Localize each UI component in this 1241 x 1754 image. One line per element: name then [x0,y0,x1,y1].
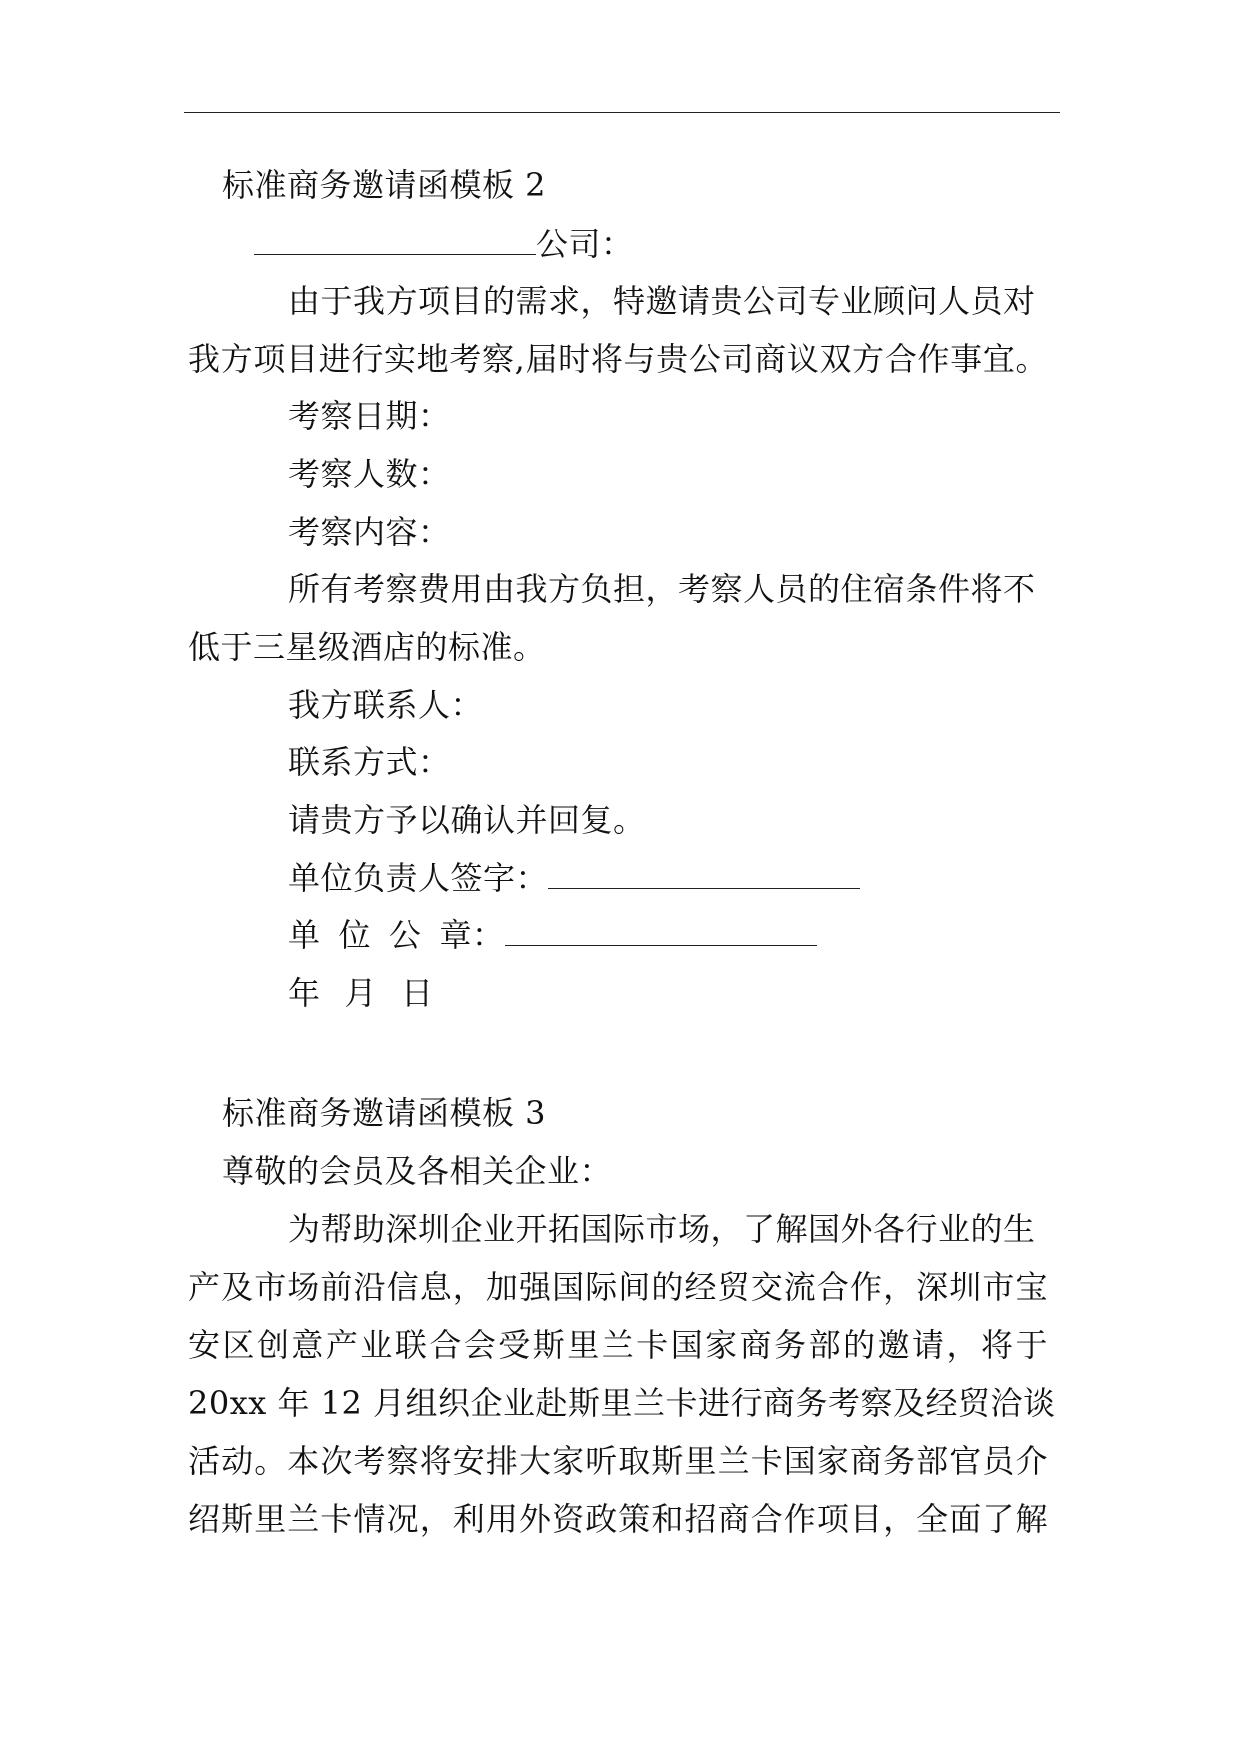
section2-title: 标准商务邀请函模板 2 [222,166,547,204]
contact-person-label: 我方联系人： [288,686,484,724]
seal-char: 位 [338,916,372,954]
company-salutation [254,224,634,264]
month-char: 月 [344,974,378,1012]
section3-body-line: 20xx 年 12 月组织企业赴斯里兰卡进行商务考察及经贸洽谈 [188,1384,1056,1422]
seal-char: 公 [389,916,422,954]
inspection-date-label: 考察日期： [288,397,451,435]
seal-char: 章： [439,916,505,954]
section2-para2-line2: 低于三星级酒店的标准。 [188,628,546,666]
signature-label: 单位负责人签字： [288,859,549,897]
date-line [288,973,434,1013]
section3-body-line: 为帮助深圳企业开拓国际市场，了解国外各行业的生 [288,1210,1036,1248]
day-char: 日 [401,974,434,1012]
seal-blank[interactable] [505,915,817,946]
inspection-people-label: 考察人数： [288,455,451,493]
seal-char: 单 [288,916,321,954]
confirm-text: 请贵方予以确认并回复。 [288,801,646,839]
section3-salutation: 尊敬的会员及各相关企业： [222,1152,613,1190]
section3-body-line: 产及市场前沿信息，加强国际间的经贸交流合作，深圳市宝 [188,1268,1048,1306]
signature-blank[interactable] [548,858,860,889]
section2-para1-line2: 我方项目进行实地考察,届时将与贵公司商议双方合作事宜。 [188,340,1048,378]
seal-line [288,915,817,955]
company-salutation-suffix: 公司： [536,225,634,263]
section3-body-line: 安区创意产业联合会受斯里兰卡国家商务部的邀请，将于 [188,1326,1048,1364]
header-rule [184,112,1060,113]
section2-para1-line1: 由于我方项目的需求，特邀请贵公司专业顾问人员对 [288,282,1036,320]
section3-body-line: 活动。本次考察将安排大家听取斯里兰卡国家商务部官员介 [188,1442,1048,1480]
year-char: 年 [288,974,321,1012]
inspection-content-label: 考察内容： [288,513,451,551]
section2-para2-line1: 所有考察费用由我方负担，考察人员的住宿条件将不 [288,570,1036,608]
signature-line [288,858,860,898]
company-name-blank[interactable] [254,224,536,255]
contact-method-label: 联系方式： [288,743,451,781]
section3-body-line: 绍斯里兰卡情况，利用外资政策和招商合作项目，全面了解 [188,1500,1048,1538]
section3-title: 标准商务邀请函模板 3 [222,1094,547,1132]
